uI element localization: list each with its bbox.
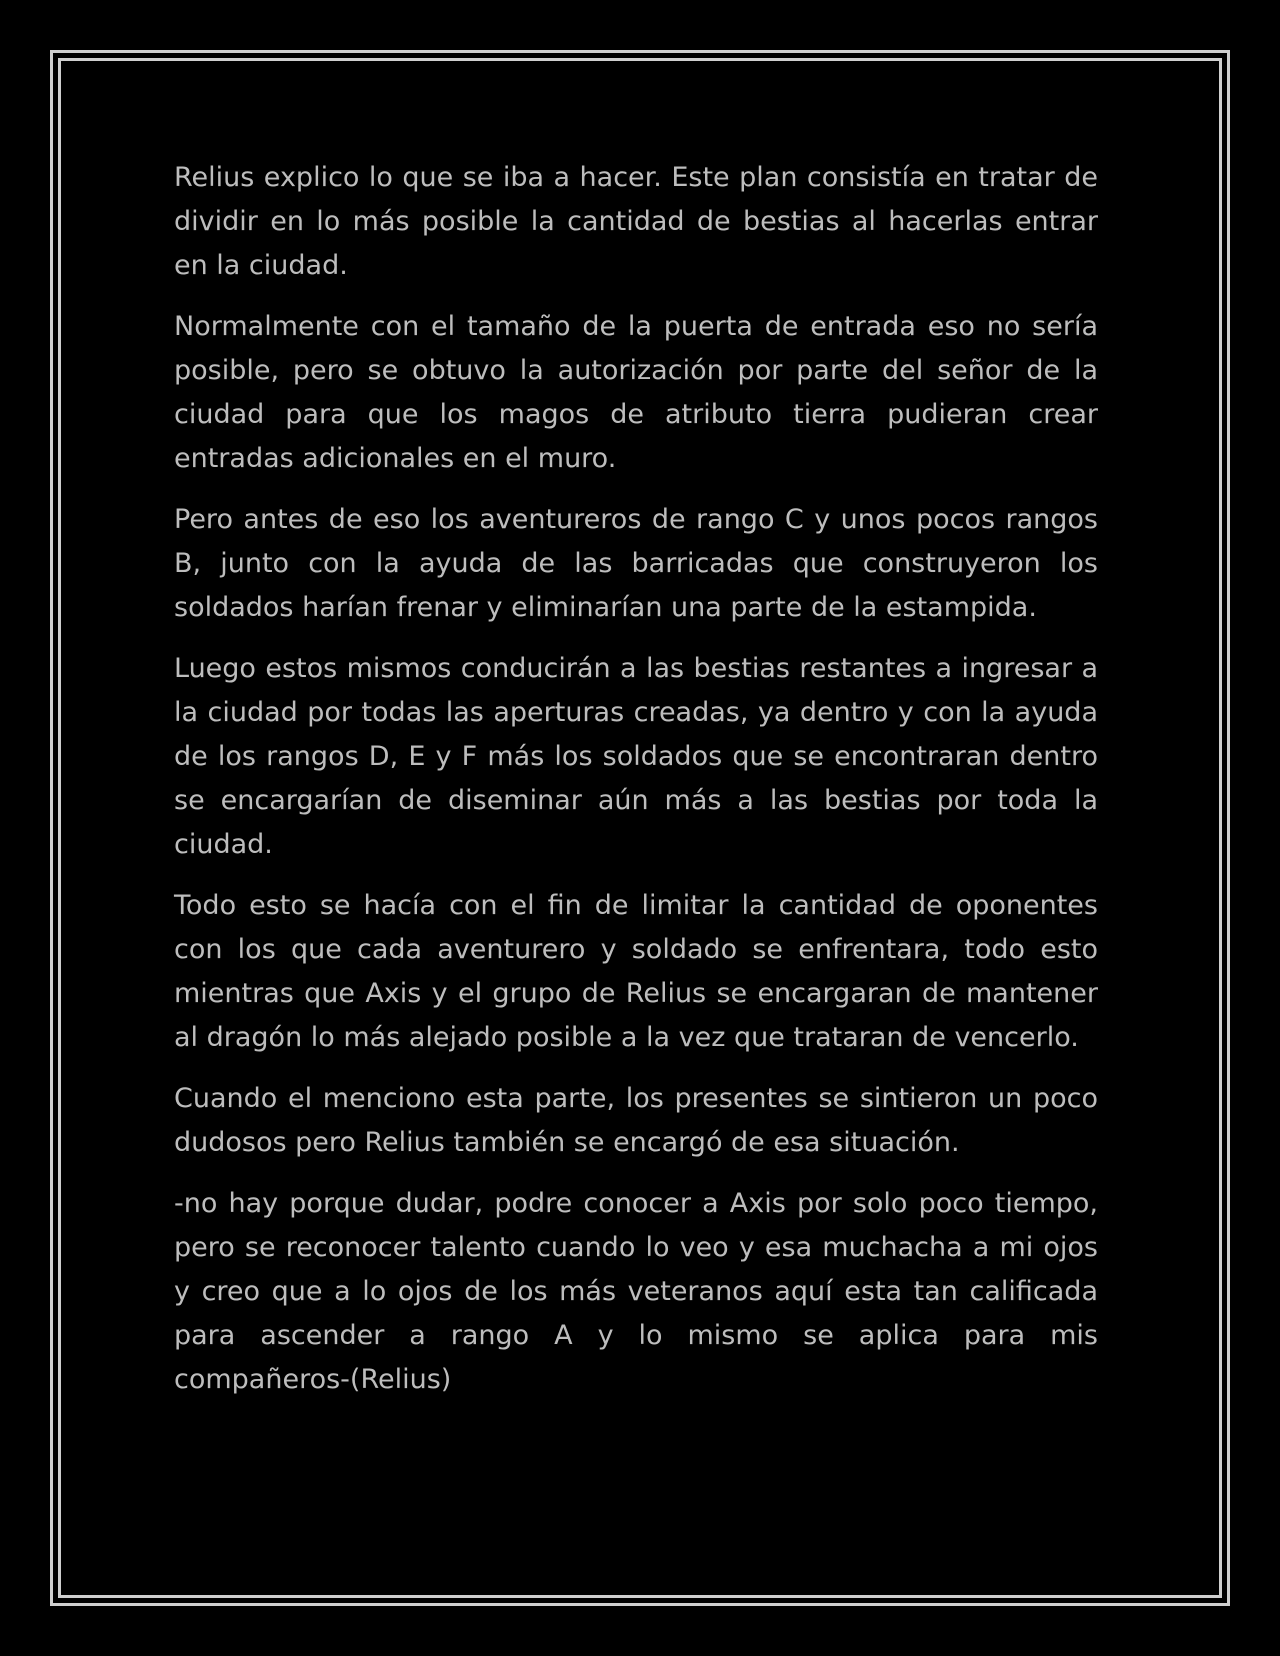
page-frame-inner (58, 58, 1222, 1598)
document-body (174, 156, 1098, 1419)
paragraph-1: Relius explico lo que se iba a hacer. Este plan consistía en tratar de dividir en lo más posible la cantidad de bestias al hacerlas entrar en la ciudad. (174, 162, 1098, 281)
paragraph-4: Luego estos mismos conducirán a las bestias restantes a ingresar a la ciudad por todas las aperturas creadas, ya dentro y con la ayuda de los rangos D, E y F más los soldados que se encontraran dentro se encargarían de diseminar aún más a las bestias por toda la ciudad. (174, 653, 1098, 860)
paragraph-5: Todo esto se hacía con el fin de limitar la cantidad de oponentes con los que cada aventurero y soldado se enfrentara, todo esto mientras que Axis y el grupo de Relius se encargaran de mantener al dragón lo más alejado posible a la vez que trataran de vencerlo. (174, 890, 1098, 1053)
paragraph-2: Normalmente con el tamaño de la puerta de entrada eso no sería posible, pero se obtuvo la autorización por parte del señor de la ciudad para que los magos de atributo tierra pudieran crear entradas adicionales en el muro. (174, 311, 1098, 474)
paragraph-3: Pero antes de eso los aventureros de rango C y unos pocos rangos B, junto con la ayuda de las barricadas que construyeron los soldados harían frenar y eliminarían una parte de la estampida. (174, 504, 1098, 623)
paragraph-6: Cuando el menciono esta parte, los presentes se sintieron un poco dudosos pero Relius también se encargó de esa situación. (174, 1083, 1098, 1158)
page-frame-outer (50, 50, 1230, 1606)
paragraph-7: -no hay porque dudar, podre conocer a Axis por solo poco tiempo, pero se reconocer talento cuando lo veo y esa muchacha a mi ojos y creo que a lo ojos de los más veteranos aquí esta tan calificada para ascender a rango A y lo mismo se aplica para mis compañeros-(Relius) (174, 1188, 1098, 1395)
